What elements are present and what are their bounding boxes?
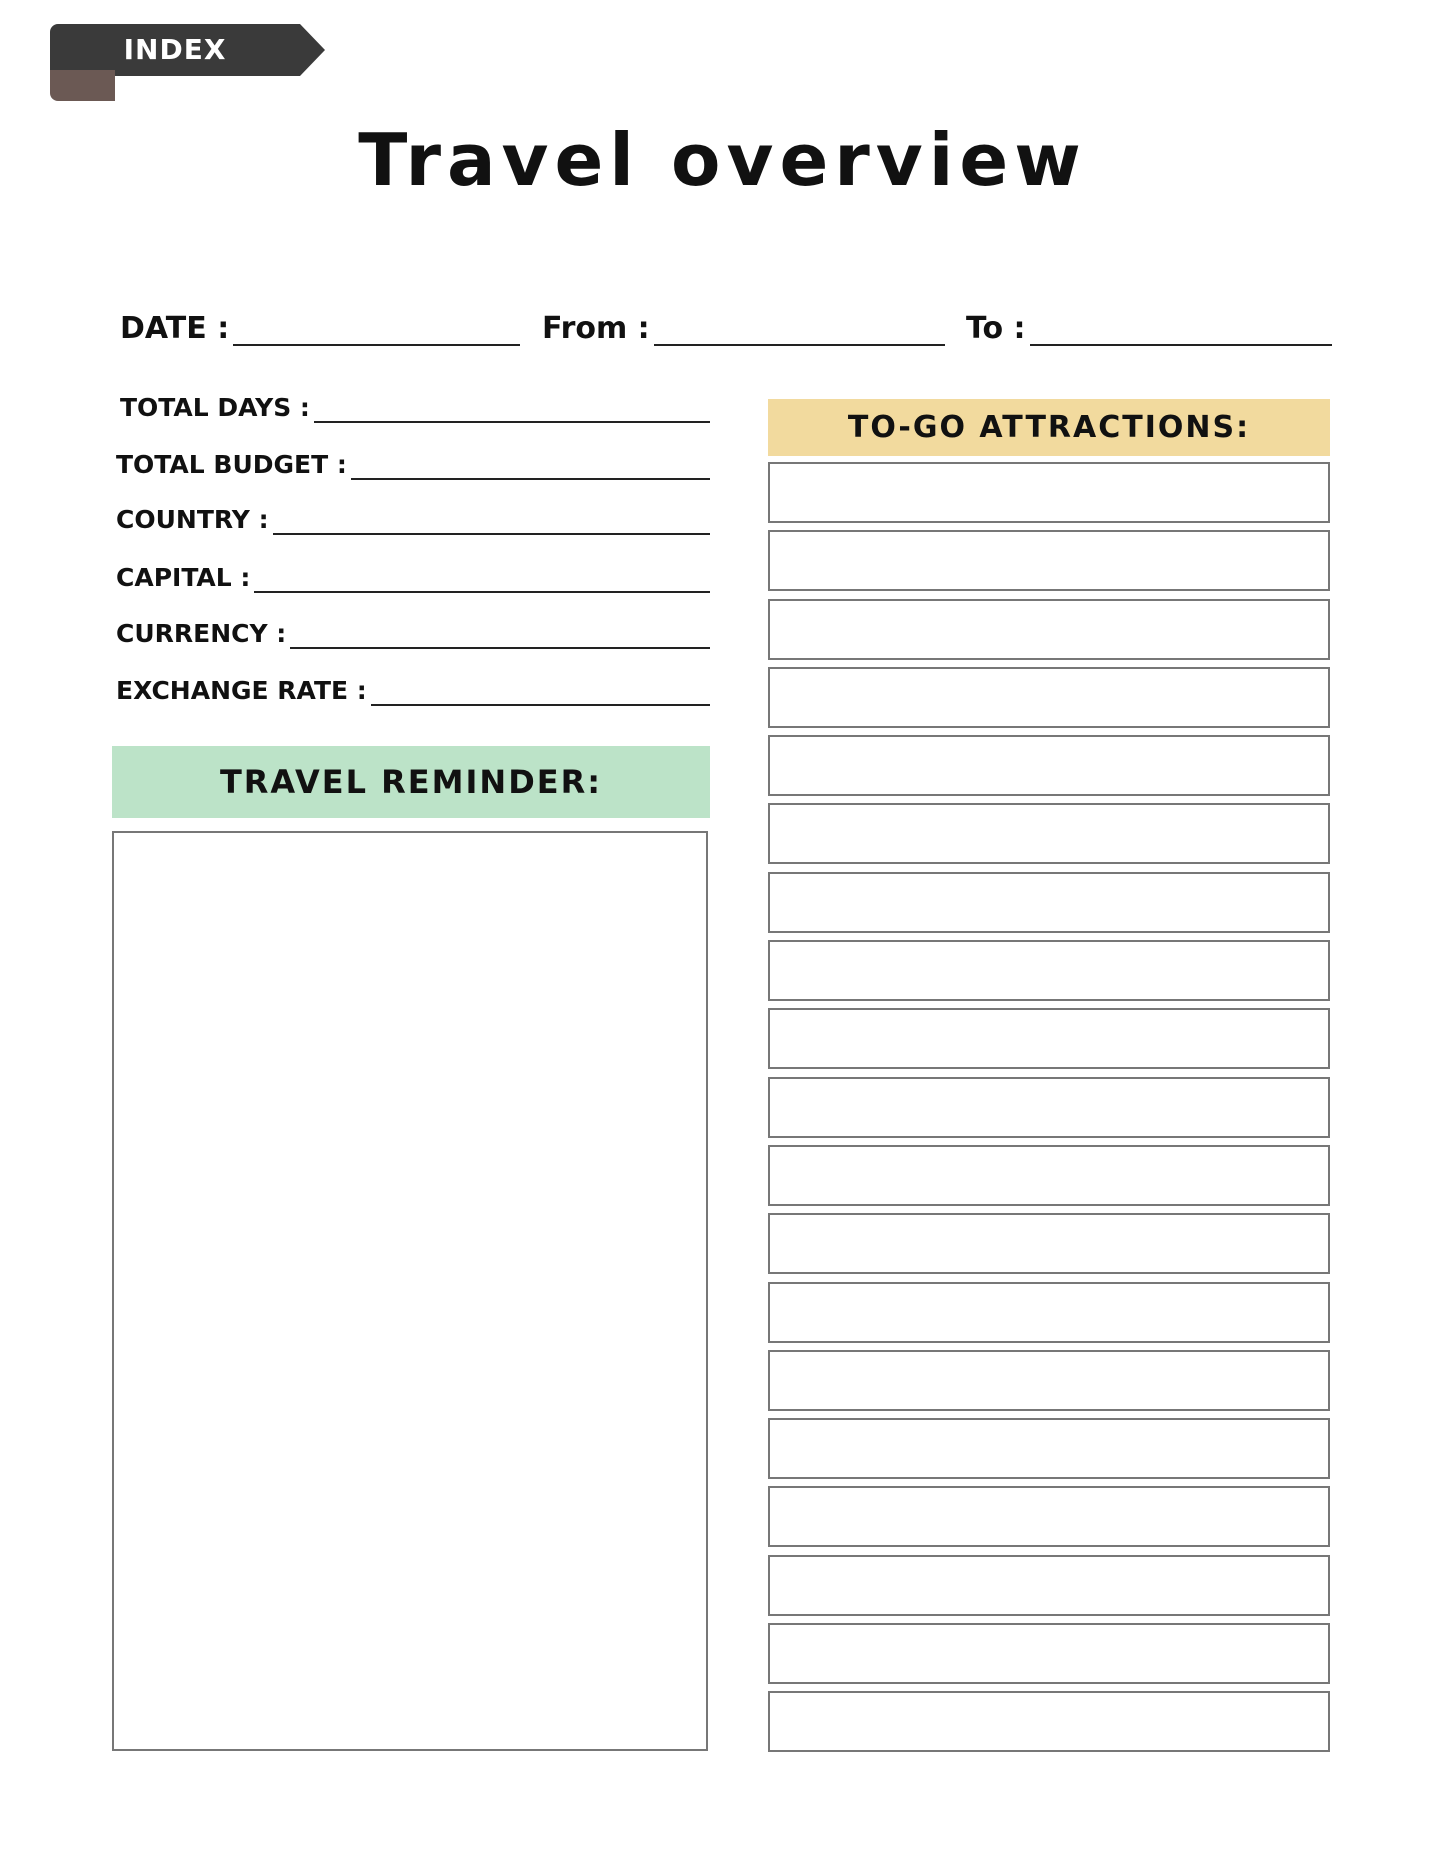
attraction-row[interactable] — [768, 530, 1330, 591]
country-label: COUNTRY : — [116, 505, 269, 534]
attractions-header: TO-GO ATTRACTIONS: — [768, 399, 1330, 456]
attraction-row[interactable] — [768, 803, 1330, 864]
attraction-row[interactable] — [768, 735, 1330, 796]
index-tab-label[interactable]: INDEX — [123, 33, 227, 66]
capital-field[interactable] — [116, 563, 710, 593]
travel-reminder-box[interactable] — [112, 831, 708, 1751]
attraction-row[interactable] — [768, 872, 1330, 933]
total-days-label: TOTAL DAYS : — [120, 393, 310, 422]
total-budget-input-line[interactable] — [351, 448, 710, 480]
attraction-row[interactable] — [768, 1691, 1330, 1752]
from-field[interactable] — [542, 306, 945, 346]
capital-input-line[interactable] — [254, 561, 710, 593]
from-label: From : — [542, 311, 650, 346]
currency-label: CURRENCY : — [116, 619, 287, 648]
attraction-row[interactable] — [768, 940, 1330, 1001]
attractions-list — [768, 462, 1330, 1760]
from-input-line[interactable] — [654, 304, 945, 346]
page-title: Travel overview — [358, 118, 1087, 202]
attraction-row[interactable] — [768, 1486, 1330, 1547]
date-field[interactable] — [120, 306, 520, 346]
total-days-input-line[interactable] — [314, 391, 710, 423]
attraction-row[interactable] — [768, 1418, 1330, 1479]
date-label: DATE : — [120, 311, 230, 346]
attraction-row[interactable] — [768, 1077, 1330, 1138]
attraction-row[interactable] — [768, 599, 1330, 660]
exchange-rate-input-line[interactable] — [371, 674, 710, 706]
attraction-row[interactable] — [768, 462, 1330, 523]
to-input-line[interactable] — [1030, 304, 1332, 346]
country-field[interactable] — [116, 505, 710, 535]
to-label: To : — [966, 311, 1026, 346]
currency-field[interactable] — [116, 619, 710, 649]
country-input-line[interactable] — [273, 503, 710, 535]
attraction-row[interactable] — [768, 1555, 1330, 1616]
index-tab[interactable] — [50, 24, 325, 101]
attraction-row[interactable] — [768, 1350, 1330, 1411]
attraction-row[interactable] — [768, 1213, 1330, 1274]
attraction-row[interactable] — [768, 667, 1330, 728]
date-input-line[interactable] — [233, 304, 520, 346]
attraction-row[interactable] — [768, 1145, 1330, 1206]
to-field[interactable] — [966, 306, 1332, 346]
exchange-rate-label: EXCHANGE RATE : — [116, 676, 367, 705]
attraction-row[interactable] — [768, 1282, 1330, 1343]
total-budget-field[interactable] — [116, 450, 710, 480]
currency-input-line[interactable] — [290, 617, 710, 649]
capital-label: CAPITAL : — [116, 563, 251, 592]
total-days-field[interactable] — [120, 393, 710, 423]
attraction-row[interactable] — [768, 1008, 1330, 1069]
travel-reminder-header: TRAVEL REMINDER: — [112, 746, 710, 818]
total-budget-label: TOTAL BUDGET : — [116, 450, 347, 479]
exchange-rate-field[interactable] — [116, 676, 710, 706]
attraction-row[interactable] — [768, 1623, 1330, 1684]
